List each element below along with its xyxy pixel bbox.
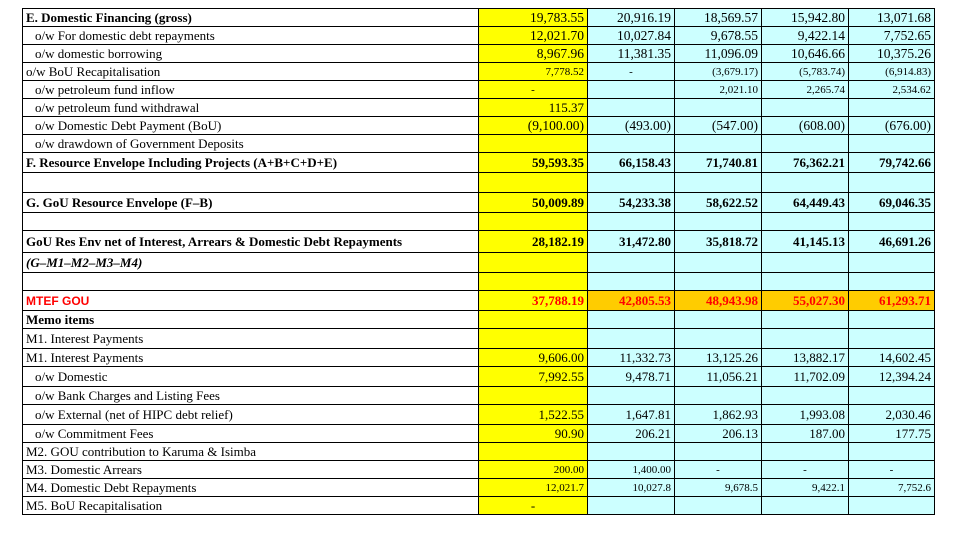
value-cell[interactable]: 1,522.55	[479, 405, 588, 425]
value-cell[interactable]	[849, 311, 935, 329]
row-label[interactable]: GoU Res Env net of Interest, Arrears & Domestic Debt Repayments	[23, 231, 479, 253]
table-row	[23, 291, 935, 311]
table-row	[23, 213, 935, 231]
table-row	[23, 117, 935, 135]
value-cell[interactable]: 50,009.89	[479, 193, 588, 213]
value-cell[interactable]	[849, 387, 935, 405]
value-cell[interactable]: 2,265.74	[762, 81, 849, 99]
row-label[interactable]: M2. GOU contribution to Karuma & Isimba	[23, 443, 479, 461]
value-cell[interactable]: 9,422.1	[762, 479, 849, 497]
table-row	[23, 405, 935, 425]
value-cell[interactable]	[675, 173, 762, 193]
table-row	[23, 45, 935, 63]
value-cell[interactable]: 9,422.14	[762, 27, 849, 45]
table-row	[23, 273, 935, 291]
value-cell[interactable]: 64,449.43	[762, 193, 849, 213]
row-label[interactable]: o/w drawdown of Government Deposits	[23, 135, 479, 153]
table-row	[23, 329, 935, 349]
value-cell[interactable]: 11,702.09	[762, 367, 849, 387]
value-cell[interactable]	[762, 213, 849, 231]
value-cell[interactable]: 11,096.09	[675, 45, 762, 63]
value-cell[interactable]: 13,125.26	[675, 349, 762, 367]
value-cell[interactable]: 9,678.5	[675, 479, 762, 497]
table-row	[23, 81, 935, 99]
value-cell[interactable]: 28,182.19	[479, 231, 588, 253]
row-label[interactable]: o/w Domestic	[23, 367, 479, 387]
value-cell[interactable]	[675, 387, 762, 405]
table-row	[23, 9, 935, 27]
value-cell[interactable]	[479, 173, 588, 193]
value-cell[interactable]: 61,293.71	[849, 291, 935, 311]
table-row	[23, 349, 935, 367]
value-cell[interactable]: 10,027.84	[588, 27, 675, 45]
row-label[interactable]: (G–M1–M2–M3–M4)	[23, 253, 479, 273]
value-cell[interactable]: 7,992.55	[479, 367, 588, 387]
value-cell[interactable]	[588, 387, 675, 405]
value-cell[interactable]: 9,678.55	[675, 27, 762, 45]
value-cell[interactable]	[479, 213, 588, 231]
table-row	[23, 153, 935, 173]
row-label[interactable]: M4. Domestic Debt Repayments	[23, 479, 479, 497]
table-row	[23, 253, 935, 273]
value-cell[interactable]	[849, 497, 935, 515]
value-cell[interactable]: 200.00	[479, 461, 588, 479]
value-cell[interactable]: 12,021.7	[479, 479, 588, 497]
value-cell[interactable]	[588, 99, 675, 117]
value-cell[interactable]: 19,783.55	[479, 9, 588, 27]
value-cell[interactable]	[849, 329, 935, 349]
value-cell[interactable]: 13,882.17	[762, 349, 849, 367]
value-cell[interactable]: 71,740.81	[675, 153, 762, 173]
value-cell[interactable]	[675, 213, 762, 231]
value-cell[interactable]	[588, 135, 675, 153]
table-row	[23, 99, 935, 117]
value-cell[interactable]: 41,145.13	[762, 231, 849, 253]
value-cell[interactable]: 7,778.52	[479, 63, 588, 81]
value-cell[interactable]: 10,646.66	[762, 45, 849, 63]
value-cell[interactable]	[675, 329, 762, 349]
row-label[interactable]: Memo items	[23, 311, 479, 329]
value-cell[interactable]	[675, 311, 762, 329]
value-cell[interactable]: (676.00)	[849, 117, 935, 135]
value-cell[interactable]: 12,394.24	[849, 367, 935, 387]
value-cell[interactable]: 35,818.72	[675, 231, 762, 253]
value-cell[interactable]: 9,478.71	[588, 367, 675, 387]
table-row	[23, 461, 935, 479]
value-cell[interactable]	[675, 99, 762, 117]
value-cell[interactable]	[762, 273, 849, 291]
value-cell[interactable]: 66,158.43	[588, 153, 675, 173]
value-cell[interactable]: 55,027.30	[762, 291, 849, 311]
value-cell[interactable]: 206.13	[675, 425, 762, 443]
value-cell[interactable]	[762, 311, 849, 329]
value-cell[interactable]: 177.75	[849, 425, 935, 443]
value-cell[interactable]: 48,943.98	[675, 291, 762, 311]
value-cell[interactable]: 1,993.08	[762, 405, 849, 425]
value-cell[interactable]: 1,862.93	[675, 405, 762, 425]
value-cell[interactable]	[479, 253, 588, 273]
table-row	[23, 173, 935, 193]
value-cell[interactable]: 2,021.10	[675, 81, 762, 99]
row-label[interactable]: M1. Interest Payments	[23, 329, 479, 349]
table-row	[23, 367, 935, 387]
table-row	[23, 425, 935, 443]
value-cell[interactable]	[849, 273, 935, 291]
row-label[interactable]: F. Resource Envelope Including Projects (A+B+C+D+E)	[23, 153, 479, 173]
value-cell[interactable]	[762, 497, 849, 515]
value-cell[interactable]: -	[849, 461, 935, 479]
row-label[interactable]: MTEF GOU	[23, 291, 479, 311]
row-label[interactable]: o/w For domestic debt repayments	[23, 27, 479, 45]
value-cell[interactable]: -	[479, 81, 588, 99]
value-cell[interactable]	[762, 443, 849, 461]
value-cell[interactable]: 79,742.66	[849, 153, 935, 173]
row-label[interactable]	[23, 213, 479, 231]
value-cell[interactable]: 69,046.35	[849, 193, 935, 213]
value-cell[interactable]	[849, 173, 935, 193]
row-label[interactable]: o/w petroleum fund withdrawal	[23, 99, 479, 117]
row-label[interactable]: M5. BoU Recapitalisation	[23, 497, 479, 515]
value-cell[interactable]: 1,647.81	[588, 405, 675, 425]
row-label[interactable]: M1. Interest Payments	[23, 349, 479, 367]
value-cell[interactable]: -	[588, 63, 675, 81]
value-cell[interactable]	[588, 81, 675, 99]
value-cell[interactable]: 1,400.00	[588, 461, 675, 479]
value-cell[interactable]	[762, 135, 849, 153]
value-cell[interactable]	[762, 99, 849, 117]
value-cell[interactable]: (6,914.83)	[849, 63, 935, 81]
row-label[interactable]: o/w Domestic Debt Payment (BoU)	[23, 117, 479, 135]
value-cell[interactable]	[479, 311, 588, 329]
value-cell[interactable]: 8,967.96	[479, 45, 588, 63]
value-cell[interactable]	[588, 173, 675, 193]
value-cell[interactable]	[762, 173, 849, 193]
value-cell[interactable]: (493.00)	[588, 117, 675, 135]
value-cell[interactable]: 10,375.26	[849, 45, 935, 63]
value-cell[interactable]: (3,679.17)	[675, 63, 762, 81]
value-cell[interactable]: 42,805.53	[588, 291, 675, 311]
value-cell[interactable]	[849, 99, 935, 117]
row-label[interactable]: o/w Bank Charges and Listing Fees	[23, 387, 479, 405]
value-cell[interactable]: 90.90	[479, 425, 588, 443]
value-cell[interactable]	[849, 135, 935, 153]
value-cell[interactable]: 11,381.35	[588, 45, 675, 63]
value-cell[interactable]	[588, 497, 675, 515]
row-label[interactable]: o/w domestic borrowing	[23, 45, 479, 63]
table-row	[23, 497, 935, 515]
value-cell[interactable]	[588, 273, 675, 291]
table-row	[23, 231, 935, 253]
value-cell[interactable]: 7,752.6	[849, 479, 935, 497]
value-cell[interactable]	[588, 213, 675, 231]
value-cell[interactable]	[479, 273, 588, 291]
row-label[interactable]: o/w Commitment Fees	[23, 425, 479, 443]
row-label[interactable]: M3. Domestic Arrears	[23, 461, 479, 479]
row-label[interactable]: o/w BoU Recapitalisation	[23, 63, 479, 81]
value-cell[interactable]: (608.00)	[762, 117, 849, 135]
value-cell[interactable]: 11,056.21	[675, 367, 762, 387]
value-cell[interactable]: -	[675, 461, 762, 479]
table-row	[23, 135, 935, 153]
value-cell[interactable]: 13,071.68	[849, 9, 935, 27]
value-cell[interactable]	[588, 329, 675, 349]
table-row	[23, 311, 935, 329]
value-cell[interactable]: 2,534.62	[849, 81, 935, 99]
value-cell[interactable]	[762, 253, 849, 273]
row-label[interactable]: G. GoU Resource Envelope (F–B)	[23, 193, 479, 213]
value-cell[interactable]	[762, 329, 849, 349]
value-cell[interactable]: 59,593.35	[479, 153, 588, 173]
row-label[interactable]	[23, 273, 479, 291]
value-cell[interactable]	[675, 497, 762, 515]
value-cell[interactable]: 14,602.45	[849, 349, 935, 367]
value-cell[interactable]: 58,622.52	[675, 193, 762, 213]
row-label[interactable]: E. Domestic Financing (gross)	[23, 9, 479, 27]
value-cell[interactable]	[849, 443, 935, 461]
value-cell[interactable]	[588, 253, 675, 273]
value-cell[interactable]	[675, 443, 762, 461]
value-cell[interactable]	[762, 387, 849, 405]
value-cell[interactable]	[675, 135, 762, 153]
value-cell[interactable]: 206.21	[588, 425, 675, 443]
table-row	[23, 63, 935, 81]
table-row	[23, 387, 935, 405]
value-cell[interactable]	[479, 443, 588, 461]
value-cell[interactable]	[849, 253, 935, 273]
value-cell[interactable]	[479, 387, 588, 405]
value-cell[interactable]: (547.00)	[675, 117, 762, 135]
table-row	[23, 27, 935, 45]
table-row	[23, 193, 935, 213]
value-cell[interactable]: 46,691.26	[849, 231, 935, 253]
row-label[interactable]: o/w External (net of HIPC debt relief)	[23, 405, 479, 425]
value-cell[interactable]: 187.00	[762, 425, 849, 443]
value-cell[interactable]: 18,569.57	[675, 9, 762, 27]
value-cell[interactable]: 2,030.46	[849, 405, 935, 425]
value-cell[interactable]: 11,332.73	[588, 349, 675, 367]
value-cell[interactable]: 7,752.65	[849, 27, 935, 45]
value-cell[interactable]: 12,021.70	[479, 27, 588, 45]
value-cell[interactable]	[588, 443, 675, 461]
value-cell[interactable]	[675, 273, 762, 291]
value-cell[interactable]	[479, 329, 588, 349]
fiscal-table	[22, 8, 935, 515]
value-cell[interactable]: (5,783.74)	[762, 63, 849, 81]
value-cell[interactable]	[675, 253, 762, 273]
value-cell[interactable]: -	[762, 461, 849, 479]
value-cell[interactable]: 9,606.00	[479, 349, 588, 367]
value-cell[interactable]	[849, 213, 935, 231]
value-cell[interactable]: 76,362.21	[762, 153, 849, 173]
value-cell[interactable]: 10,027.8	[588, 479, 675, 497]
value-cell[interactable]	[479, 135, 588, 153]
table-row	[23, 479, 935, 497]
value-cell[interactable]: 20,916.19	[588, 9, 675, 27]
value-cell[interactable]: 54,233.38	[588, 193, 675, 213]
table-row	[23, 443, 935, 461]
value-cell[interactable]: (9,100.00)	[479, 117, 588, 135]
value-cell[interactable]: -	[479, 497, 588, 515]
value-cell[interactable]: 31,472.80	[588, 231, 675, 253]
value-cell[interactable]: 115.37	[479, 99, 588, 117]
row-label[interactable]	[23, 173, 479, 193]
row-label[interactable]: o/w petroleum fund inflow	[23, 81, 479, 99]
value-cell[interactable]	[588, 311, 675, 329]
value-cell[interactable]: 15,942.80	[762, 9, 849, 27]
value-cell[interactable]: 37,788.19	[479, 291, 588, 311]
